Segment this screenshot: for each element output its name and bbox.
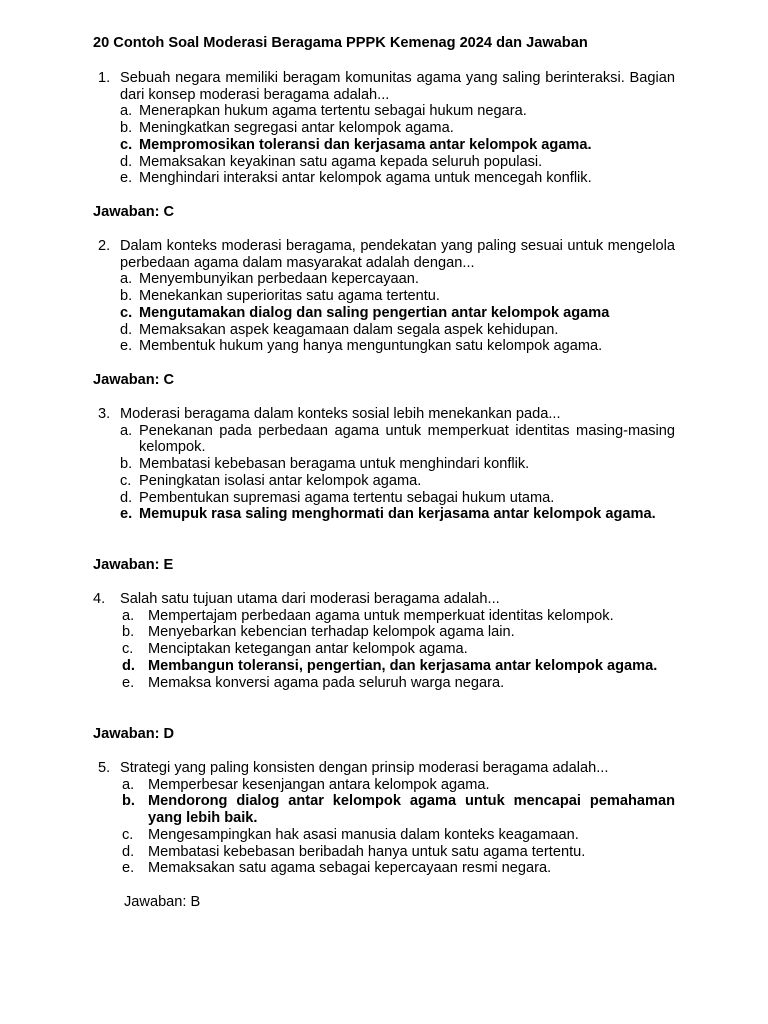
- option-a: [93, 423, 675, 456]
- option-b: [93, 624, 675, 641]
- question-text: Dalam konteks moderasi beragama, pendekatan yang paling sesuai untuk mengelola perbedaan agama dalam masyarakat adalah dengan...: [120, 238, 675, 271]
- option-list: [93, 423, 675, 523]
- option-letter: b.: [120, 120, 133, 137]
- option-d: [93, 322, 675, 339]
- question-number: 3.: [98, 406, 111, 422]
- option-text: Menyebarkan kebencian terhadap kelompok agama lain.: [148, 624, 515, 641]
- answer-5: Jawaban: B: [124, 894, 201, 910]
- option-text: Menekankan superioritas satu agama tertentu.: [139, 288, 440, 305]
- question-number: 2.: [98, 238, 111, 254]
- question-number: 4.: [93, 591, 106, 607]
- option-a: [93, 777, 675, 794]
- option-e: [93, 860, 675, 877]
- question-3: [93, 406, 675, 523]
- option-letter: a.: [120, 103, 133, 120]
- option-text: Menciptakan ketegangan antar kelompok agama.: [148, 641, 468, 658]
- option-list: [93, 103, 675, 187]
- option-text: Menerapkan hukum agama tertentu sebagai hukum negara.: [139, 103, 527, 120]
- option-letter: d.: [120, 153, 133, 170]
- option-letter: e.: [122, 860, 135, 877]
- question-text: Moderasi beragama dalam konteks sosial lebih menekankan pada...: [120, 406, 561, 422]
- question-number: 1.: [98, 70, 111, 86]
- answer-1: Jawaban: C: [93, 204, 175, 220]
- option-b: [93, 120, 675, 137]
- option-letter: b.: [122, 793, 135, 810]
- option-text: Membentuk hukum yang hanya menguntungkan satu kelompok agama.: [139, 338, 603, 355]
- option-text: Mengesampingkan hak asasi manusia dalam konteks keagamaan.: [148, 826, 579, 843]
- option-list: [93, 271, 675, 355]
- option-letter: c.: [122, 826, 134, 843]
- option-text: Memperbesar kesenjangan antara kelompok agama.: [148, 776, 490, 793]
- option-text: Meningkatkan segregasi antar kelompok agama.: [139, 120, 454, 137]
- document-title: 20 Contoh Soal Moderasi Beragama PPPK Kemenag 2024 dan Jawaban: [93, 35, 588, 51]
- option-letter: c.: [122, 641, 134, 658]
- answer-2: Jawaban: C: [93, 372, 175, 388]
- option-d: [93, 844, 675, 861]
- question-5: [93, 760, 675, 877]
- option-e-correct: [93, 506, 675, 523]
- option-text: Membatasi kebebasan beribadah hanya untuk satu agama tertentu.: [148, 843, 586, 860]
- option-letter: b.: [122, 624, 135, 641]
- option-d: [93, 154, 675, 171]
- option-letter: b.: [120, 288, 133, 305]
- option-c-correct: [93, 137, 675, 154]
- question-text: Salah satu tujuan utama dari moderasi beragama adalah...: [120, 591, 500, 607]
- option-letter: e.: [120, 170, 133, 187]
- option-a: [93, 103, 675, 120]
- option-text: Menyembunyikan perbedaan kepercayaan.: [139, 271, 419, 288]
- question-text: Strategi yang paling konsisten dengan prinsip moderasi beragama adalah...: [120, 760, 609, 776]
- option-text: Pembentukan supremasi agama tertentu sebagai hukum utama.: [139, 489, 555, 506]
- option-c: [93, 473, 675, 490]
- option-text: Memaksa konversi agama pada seluruh warga negara.: [148, 674, 505, 691]
- option-letter: c.: [120, 472, 132, 489]
- option-text: Memupuk rasa saling menghormati dan kerjasama antar kelompok agama.: [139, 506, 656, 523]
- option-text: Peningkatan isolasi antar kelompok agama.: [139, 472, 422, 489]
- option-letter: d.: [120, 489, 133, 506]
- option-text: Menghindari interaksi antar kelompok agama untuk mencegah konflik.: [139, 170, 592, 187]
- option-letter: a.: [120, 271, 133, 288]
- option-d-correct: [93, 658, 675, 675]
- option-text: Membangun toleransi, pengertian, dan kerjasama antar kelompok agama.: [148, 657, 658, 674]
- option-b: [93, 456, 675, 473]
- option-letter: a.: [122, 776, 135, 793]
- option-text: Mendorong dialog antar kelompok agama untuk mencapai pemahaman yang lebih baik.: [148, 793, 675, 827]
- option-text: Mengutamakan dialog dan saling pengertian antar kelompok agama: [139, 304, 610, 321]
- option-list: [93, 608, 675, 692]
- question-text: Sebuah negara memiliki beragam komunitas agama yang saling berinteraksi. Bagian dari konsep moderasi beragama adalah...: [120, 70, 675, 103]
- answer-4: Jawaban: D: [93, 726, 175, 742]
- question-1: [93, 70, 675, 187]
- option-text: Membatasi kebebasan beragama untuk menghindari konflik.: [139, 456, 530, 473]
- option-list: [93, 777, 675, 877]
- option-e: [93, 338, 675, 355]
- option-letter: d.: [122, 657, 135, 674]
- answer-3: Jawaban: E: [93, 557, 174, 573]
- option-c: [93, 827, 675, 844]
- option-c: [93, 641, 675, 658]
- option-letter: a.: [122, 607, 135, 624]
- option-text: Penekanan pada perbedaan agama untuk memperkuat identitas masing-masing kelompok.: [139, 422, 675, 456]
- option-text: Mempromosikan toleransi dan kerjasama antar kelompok agama.: [139, 136, 592, 153]
- option-text: Memaksakan satu agama sebagai kepercayaan resmi negara.: [148, 860, 552, 877]
- option-text: Mempertajam perbedaan agama untuk memperkuat identitas kelompok.: [148, 607, 614, 624]
- option-text: Memaksakan aspek keagamaan dalam segala aspek kehidupan.: [139, 321, 559, 338]
- option-letter: e.: [120, 506, 133, 523]
- option-e: [93, 675, 675, 692]
- option-c-correct: [93, 305, 675, 322]
- option-text: Memaksakan keyakinan satu agama kepada seluruh populasi.: [139, 153, 543, 170]
- question-number: 5.: [98, 760, 111, 776]
- option-letter: c.: [120, 304, 133, 321]
- option-e: [93, 170, 675, 187]
- option-b: [93, 288, 675, 305]
- option-letter: e.: [120, 338, 133, 355]
- option-a: [93, 608, 675, 625]
- option-letter: d.: [122, 843, 135, 860]
- option-b-correct: [93, 793, 675, 826]
- option-letter: e.: [122, 674, 135, 691]
- option-letter: c.: [120, 136, 133, 153]
- option-d: [93, 490, 675, 507]
- option-letter: d.: [120, 321, 133, 338]
- option-letter: b.: [120, 456, 133, 473]
- question-2: [93, 238, 675, 355]
- question-4: [93, 591, 675, 691]
- option-letter: a.: [120, 422, 133, 439]
- option-a: [93, 271, 675, 288]
